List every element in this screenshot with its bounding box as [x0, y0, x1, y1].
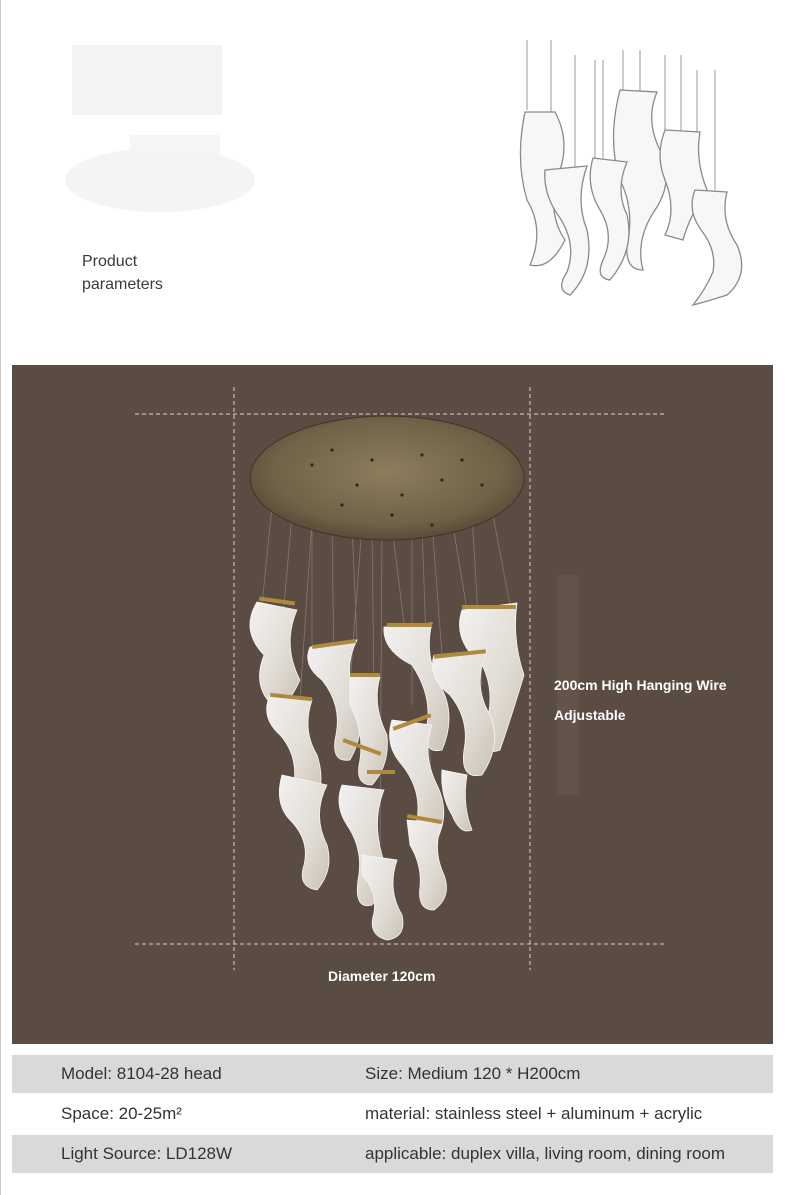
- title-line-2: parameters: [82, 276, 163, 293]
- spec-row: [12, 1055, 773, 1093]
- hanging-wire-line-1: 200cm High Hanging Wire: [554, 677, 727, 693]
- spec-row: [12, 1095, 773, 1133]
- spec-light-source: Light Source: LD128W: [61, 1144, 233, 1163]
- spec-row: [12, 1135, 773, 1173]
- spec-table: [12, 1055, 773, 1175]
- hanging-wire-annotation: [554, 670, 727, 730]
- faded-logo-watermark: [60, 40, 260, 220]
- spec-size: Size: Medium 120 * H200cm: [365, 1064, 581, 1083]
- spec-material: material: stainless steel + aluminum + acrylic: [365, 1104, 703, 1123]
- spec-space: Space: 20-25m²: [61, 1104, 182, 1123]
- hanging-wire-line-2: Adjustable: [554, 707, 626, 723]
- page-title: [82, 250, 163, 296]
- spec-applicable: applicable: duplex villa, living room, dining room: [365, 1144, 726, 1163]
- chandelier-photo-panel: [12, 365, 773, 1044]
- diameter-annotation: Diameter 120cm: [328, 968, 436, 984]
- chandelier-sketch-illustration: [515, 40, 755, 315]
- title-line-1: Product: [82, 253, 138, 270]
- spec-model: Model: 8104-28 head: [61, 1064, 222, 1083]
- header-section: [0, 0, 790, 360]
